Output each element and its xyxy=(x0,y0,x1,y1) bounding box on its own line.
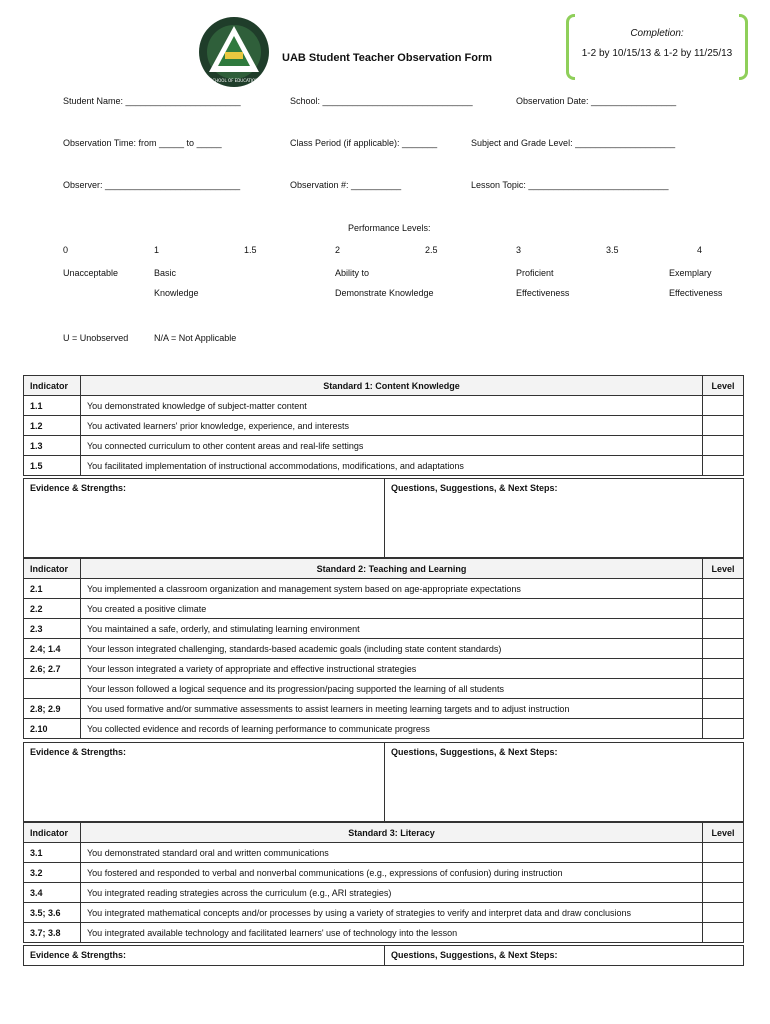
table-row xyxy=(24,863,744,883)
level-basic: Basic xyxy=(154,268,177,278)
scale-3: 3 xyxy=(516,245,522,255)
indicator-text: You collected evidence and records of learning performance to communicate progress xyxy=(81,719,703,739)
unobserved-legend: U = Unobserved xyxy=(63,333,129,343)
indicator-header: Indicator xyxy=(24,823,81,843)
indicator-text: You demonstrated standard oral and written communications xyxy=(81,843,703,863)
page-title: UAB Student Teacher Observation Form xyxy=(282,52,493,64)
indicator-id: 3.5; 3.6 xyxy=(24,903,81,923)
indicator-text: Your lesson integrated a variety of appropriate and effective instructional strategies xyxy=(81,659,703,679)
level-cell[interactable] xyxy=(703,679,744,699)
evidence-strengths-box[interactable]: Evidence & Strengths: xyxy=(24,479,385,558)
indicator-id: 2.3 xyxy=(24,619,81,639)
level-unacceptable: Unacceptable xyxy=(63,268,119,278)
indicator-text: You facilitated implementation of instructional accommodations, modifications, and adaptations xyxy=(81,456,703,476)
level-proficient: Proficient xyxy=(516,268,554,278)
completion-value: 1-2 by 10/15/13 & 1-2 by 11/25/13 xyxy=(581,48,733,59)
completion-label: Completion: xyxy=(630,28,684,39)
observer-field[interactable]: Observer: ___________________________ xyxy=(63,180,241,190)
table-row xyxy=(24,883,744,903)
table-row xyxy=(24,659,744,679)
table-row xyxy=(24,679,744,699)
questions-next-steps-box[interactable]: Questions, Suggestions, & Next Steps: xyxy=(385,946,744,966)
subject-grade-field[interactable]: Subject and Grade Level: ____________________ xyxy=(471,138,676,148)
indicator-id: 1.3 xyxy=(24,436,81,456)
scale-4: 4 xyxy=(697,245,703,255)
table-row xyxy=(24,396,744,416)
level-ability: Ability to xyxy=(335,268,370,278)
indicator-text: You maintained a safe, orderly, and stimulating learning environment xyxy=(81,619,703,639)
level-cell[interactable] xyxy=(703,619,744,639)
indicator-text: Your lesson integrated challenging, standards-based academic goals (including state content standards) xyxy=(81,639,703,659)
student-name-field[interactable]: Student Name: _______________________ xyxy=(63,96,241,106)
indicator-id: 2.4; 1.4 xyxy=(24,639,81,659)
table-row xyxy=(24,456,744,476)
level-cell[interactable] xyxy=(703,416,744,436)
level-ability-2: Demonstrate Knowledge xyxy=(335,288,434,298)
indicator-text: You created a positive climate xyxy=(81,599,703,619)
indicator-text: You used formative and/or summative assessments to assist learners in meeting learning targets and to adjust instruction xyxy=(81,699,703,719)
indicator-text: You connected curriculum to other content areas and real-life settings xyxy=(81,436,703,456)
scale-3-5: 3.5 xyxy=(606,245,619,255)
level-cell[interactable] xyxy=(703,436,744,456)
indicator-text: You integrated mathematical concepts and/or processes by using a variety of strategies to verify and interpret data and draw conclusions xyxy=(81,903,703,923)
class-period-field[interactable]: Class Period (if applicable): _______ xyxy=(290,138,438,148)
performance-title: Performance Levels: xyxy=(348,223,431,233)
level-cell[interactable] xyxy=(703,396,744,416)
uab-logo xyxy=(198,16,270,88)
table-row xyxy=(24,843,744,863)
indicator-text: You activated learners' prior knowledge, experience, and interests xyxy=(81,416,703,436)
observation-time-field[interactable]: Observation Time: from _____ to _____ xyxy=(63,138,222,148)
evidence-strengths-box[interactable]: Evidence & Strengths: xyxy=(24,743,385,822)
table-row xyxy=(24,699,744,719)
indicator-id: 3.4 xyxy=(24,883,81,903)
standard-1-title: Standard 1: Content Knowledge xyxy=(81,376,703,396)
table-row xyxy=(24,719,744,739)
level-cell[interactable] xyxy=(703,883,744,903)
level-proficient-2: Effectiveness xyxy=(516,288,570,298)
indicator-text: You integrated reading strategies across the curriculum (e.g., ARI strategies) xyxy=(81,883,703,903)
standard-1-table xyxy=(23,375,744,476)
table-row xyxy=(24,579,744,599)
level-cell[interactable] xyxy=(703,863,744,883)
standard-3-table xyxy=(23,822,744,943)
level-basic-2: Knowledge xyxy=(154,288,199,298)
indicator-header: Indicator xyxy=(24,559,81,579)
indicator-id: 1.2 xyxy=(24,416,81,436)
indicator-id: 3.2 xyxy=(24,863,81,883)
table-row xyxy=(24,619,744,639)
scale-0: 0 xyxy=(63,245,69,255)
level-exemplary-2: Effectiveness xyxy=(669,288,723,298)
scale-2: 2 xyxy=(335,245,341,255)
indicator-text: You implemented a classroom organization and management system based on age-appropriate expectations xyxy=(81,579,703,599)
level-cell[interactable] xyxy=(703,659,744,679)
level-cell[interactable] xyxy=(703,923,744,943)
indicator-text: You fostered and responded to verbal and nonverbal communications (e.g., expressions of confusion) during instruction xyxy=(81,863,703,883)
indicator-text: Your lesson followed a logical sequence and its progression/pacing supported the learning of all students xyxy=(81,679,703,699)
level-cell[interactable] xyxy=(703,579,744,599)
indicator-id: 2.2 xyxy=(24,599,81,619)
logo-text: SCHOOL OF EDUCATION xyxy=(209,78,259,83)
left-bracket xyxy=(566,14,575,80)
indicator-id: 2.8; 2.9 xyxy=(24,699,81,719)
indicator-text: You demonstrated knowledge of subject-matter content xyxy=(81,396,703,416)
completion-box xyxy=(566,14,748,76)
table-row xyxy=(24,599,744,619)
standard-2-title: Standard 2: Teaching and Learning xyxy=(81,559,703,579)
level-cell[interactable] xyxy=(703,699,744,719)
not-applicable-legend: N/A = Not Applicable xyxy=(154,333,237,343)
observation-date-field[interactable]: Observation Date: _________________ xyxy=(516,96,677,106)
level-cell[interactable] xyxy=(703,903,744,923)
questions-next-steps-box[interactable]: Questions, Suggestions, & Next Steps: xyxy=(385,479,744,558)
indicator-id: 2.6; 2.7 xyxy=(24,659,81,679)
table-row xyxy=(24,416,744,436)
standard-3-evidence-table xyxy=(23,945,744,966)
indicator-id: 1.1 xyxy=(24,396,81,416)
table-row xyxy=(24,923,744,943)
standard-3-title: Standard 3: Literacy xyxy=(81,823,703,843)
level-cell[interactable] xyxy=(703,599,744,619)
indicator-id: 2.1 xyxy=(24,579,81,599)
table-row xyxy=(24,903,744,923)
level-header: Level xyxy=(703,559,744,579)
level-cell[interactable] xyxy=(703,719,744,739)
standard-2-evidence-table xyxy=(23,742,744,822)
indicator-text: You integrated available technology and facilitated learners' use of technology into the lesson xyxy=(81,923,703,943)
standard-1-evidence-table xyxy=(23,478,744,558)
level-exemplary: Exemplary xyxy=(669,268,712,278)
observation-number-field[interactable]: Observation #: __________ xyxy=(290,180,402,190)
table-row xyxy=(24,436,744,456)
indicator-id: 3.1 xyxy=(24,843,81,863)
right-bracket xyxy=(739,14,748,80)
indicator-id: 2.10 xyxy=(24,719,81,739)
level-cell[interactable] xyxy=(703,639,744,659)
indicator-id: 3.7; 3.8 xyxy=(24,923,81,943)
scale-1-5: 1.5 xyxy=(244,245,257,255)
scale-2-5: 2.5 xyxy=(425,245,438,255)
table-row xyxy=(24,639,744,659)
indicator-header: Indicator xyxy=(24,376,81,396)
standard-2-table xyxy=(23,558,744,739)
level-header: Level xyxy=(703,823,744,843)
level-cell[interactable] xyxy=(703,456,744,476)
scale-1: 1 xyxy=(154,245,160,255)
questions-next-steps-box[interactable]: Questions, Suggestions, & Next Steps: xyxy=(385,743,744,822)
evidence-strengths-box[interactable]: Evidence & Strengths: xyxy=(24,946,385,966)
school-field[interactable]: School: ______________________________ xyxy=(290,96,473,106)
indicator-id xyxy=(24,679,81,699)
level-cell[interactable] xyxy=(703,843,744,863)
level-header: Level xyxy=(703,376,744,396)
lesson-topic-field[interactable]: Lesson Topic: ____________________________ xyxy=(471,180,669,190)
indicator-id: 1.5 xyxy=(24,456,81,476)
